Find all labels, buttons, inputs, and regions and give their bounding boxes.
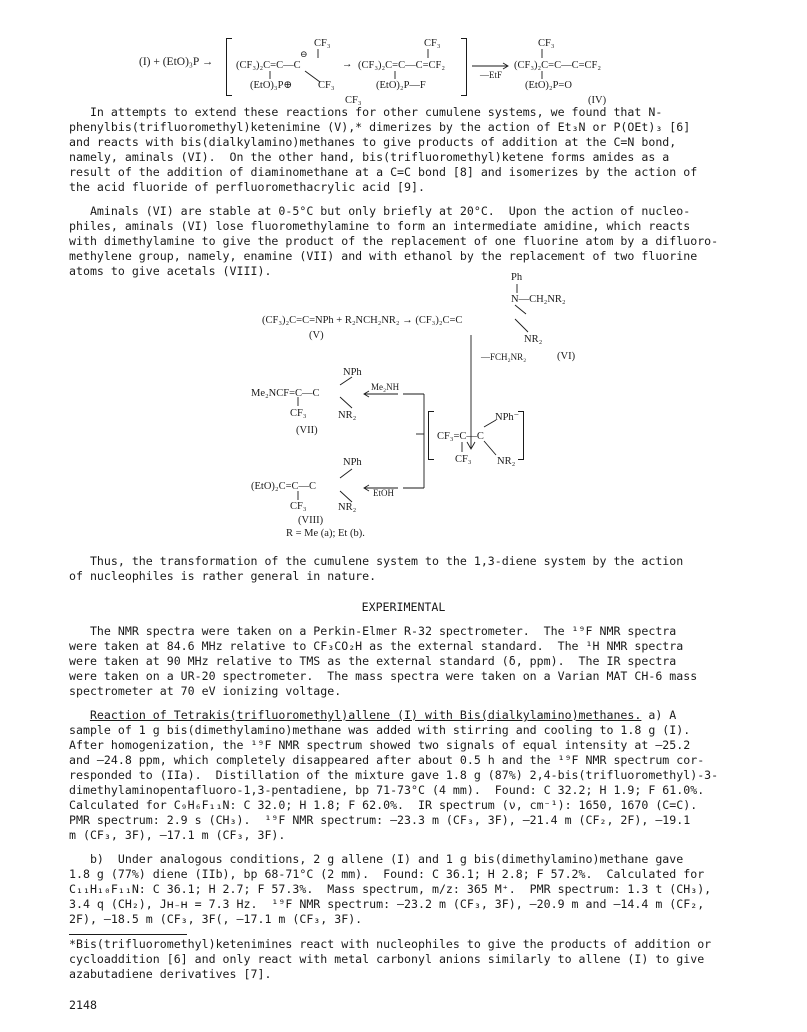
scheme2-vii-nr2: NR₂ [338,410,357,421]
text-line: were taken at 84.6 MHz relative to CF₃CO₂H as the external standard. The ¹H NMR spectra [69,639,684,653]
text-line: namely, aminals (VI). On the other hand, bis(trifluoromethyl)ketene forms amides as a [69,150,670,164]
text-line: result of the addition of diaminomethane at a C=C bond [8] and isomerizes by the action of [69,165,698,179]
text-line: 1.8 g (77%) diene (IIb), bp 68-71°C (2 mm). Found: C 36.1; H 2.8; F 57.2%. Calculated for [69,867,705,881]
reaction-title: Reaction of Tetrakis(trifluoromethyl)allene (I) with Bis(dialkylamino)methanes. [89,708,642,722]
footnote-rule [69,934,187,935]
scheme1-arrow-2-label: —EtF [480,70,503,80]
scheme2-vii-label: (VII) [296,425,318,436]
scheme2-amidine-left-bracket [428,411,434,460]
scheme2-minus-fch2nr2: —FCH₂NR₂ [481,352,527,362]
scheme2-vii-nph: NPh [343,367,362,378]
scheme1-int1-main: (CF₃)₂C=C—C [236,60,301,71]
text-line: and –24.8 ppm, which completely disappeared after about 0.5 h and the ¹⁹F NMR spectrum cor- [69,753,705,767]
text-line: In attempts to extend these reactions for other cumulene systems, we found that N- [69,105,663,119]
scheme1-product-bottom: (EtO)₂P=O [525,80,572,91]
scheme2-v-label: (V) [309,330,324,341]
scheme2-amidine-right-bracket [518,411,524,460]
text-line: were taken at 90 MHz relative to TMS as the external standard (δ, ppm). The IR spectra [69,654,677,668]
text-line: Aminals (VI) are stable at 0-5°C but only briefly at 20°C. Upon the action of nucleo- [69,204,691,218]
text-line: philes, aminals (VI) lose fluoromethylamine to form an intermediate amidine, which reacts [69,219,691,233]
scheme2-viii-nph: NPh [343,457,362,468]
scheme2-viii-main: (EtO)₂C=C—C [251,481,316,492]
scheme2-viii-label: (VIII) [298,515,324,526]
text-line: the acid fluoride of perfluoromethacrylic acid [9]. [69,180,425,194]
text-line: 2F), –18.5 m (CF₃, 3F(, –17.1 m (CF₃, 3F). [69,912,363,926]
scheme2-vi-label: (VI) [557,351,576,362]
scheme2-vii-main: Me₂NCF=C—C [251,388,320,399]
scheme2-amidine-main: CF₃=C—C [437,431,484,442]
text-line: After homogenization, the ¹⁹F NMR spectrum showed two signals of equal intensity at –25.2 [69,738,691,752]
scheme1-int1-bottom-right: CF₃ [318,80,335,91]
text-line: sample of 1 g bis(dimethylamino)methane was added with stirring and cooling to 1.8 g (I). [69,723,691,737]
footnote-line: cycloaddition [6] and only react with metal carbonyl anions similarly to allene (I) to give [69,952,705,966]
scheme1-product-top: CF₃ [538,38,555,49]
text-line: with dimethylamine to give the product of the replacement of one fluorine atom by a difluoro- [69,234,719,248]
text-line: responded to (IIa). Distillation of the mixture gave 1.8 g (87%) 2,4-bis(trifluoromethyl)-3- [69,768,719,782]
text-line: and reacts with bis(dialkylamino)methanes to give products of addition at the C=N bond, [69,135,677,149]
text-line: The NMR spectra were taken on a Perkin-Elmer R-32 spectrometer. The ¹⁹F NMR spectra [69,624,677,638]
scheme2-amidine-nph: NPh⁻ [495,412,520,423]
text-line: m (CF₃, 3F), –17.1 m (CF₃, 3F). [69,828,286,842]
text-line: of nucleophiles is rather general in nature. [69,569,377,583]
scheme2-amidine-cf3: CF₃ [455,454,472,465]
scheme1-int2-below: CF₃ [345,95,362,106]
scheme2-vii-cf3: CF₃ [290,408,307,419]
text-line: Calculated for C₉H₆F₁₁N: C 32.0; H 1.8; F 62.0%. IR spectrum (ν, cm⁻¹): 1650, 1670 (C=C). [69,798,698,812]
scheme2-vi-nr2: NR₂ [524,334,543,345]
text-line: atoms to give acetals (VIII). [69,264,272,278]
scheme2-viii-nr2: NR₂ [338,502,357,513]
text-line: C₁₁H₁₀F₁₁N: C 36.1; H 2.7; F 57.3%. Mass spectrum, m/z: 365 M⁺. PMR spectrum: 1.3 t (CH₃), [69,882,712,896]
scheme1-reactant: (I) + (EtO)₃P → [139,56,214,68]
footnote-line: azabutadiene derivatives [7]. [69,967,272,981]
footnote-line: *Bis(trifluoromethyl)ketenimines react with nucleophiles to give the products of addition or [69,937,712,951]
scheme2-me2nh: Me₂NH [371,382,400,392]
text-line: were taken on a UR-20 spectrometer. The mass spectra were taken on a Varian MAT CH-6 mass [69,669,698,683]
text-line: methylene group, namely, enamine (VII) and with ethanol by the replacement of two fluorine [69,249,698,263]
scheme2-viii-cf3: CF₃ [290,501,307,512]
section-heading: EXPERIMENTAL [361,600,446,614]
scheme2-amidine-nr2: NR₂ [497,456,516,467]
text-line: b) Under analogous conditions, 2 g allene (I) and 1 g bis(dimethylamino)methane gave [69,852,684,866]
scheme1-product-main: (CF₃)₂C=C—C=CF₂ [514,60,602,71]
text-line: Thus, the transformation of the cumulene system to the 1,3-diene system by the action [69,554,684,568]
text-line: dimethylaminopentafluoro-1,3-pentadiene, bp 71-73°C (4 mm). Found: C 32.2; H 1.9; F 61.0%. [69,783,705,797]
scheme2-etoh: EtOH [373,488,394,498]
reaction-a-marker: a) A [641,708,677,722]
text-line: phenylbis(trifluoromethyl)ketenimine (V),* dimerizes by the action of Et₃N or P(OEt)₃ [6] [69,120,691,134]
scheme1-int1-bottom-left: (EtO)₃P⊕ [250,80,293,91]
reaction-title-line [69,709,676,722]
scheme1-arrow-1: → [342,59,353,70]
scheme1-int2-main: (CF₃)₂C=C—C=CF₂ [358,60,446,71]
scheme1-int2-top: CF₃ [424,38,441,49]
scheme2-ph: Ph [511,272,523,283]
scheme2-main-equation: (CF₃)₂C=C=NPh + R₂NCH₂NR₂ → (CF₃)₂C=C [262,315,463,326]
scheme2-r-definition: R = Me (a); Et (b). [286,528,365,539]
page-number: 2148 [69,998,97,1012]
text-line: 3.4 q (CH₂), Jʜ₋ʜ = 7.3 Hz. ¹⁹F NMR spectrum: –23.2 m (CF₃, 3F), –20.9 m and –14.4 m (CF₂, [69,897,705,911]
scheme2-n-ch2: N—CH₂NR₂ [511,294,566,305]
scheme1-int1-top: CF₃ [314,38,331,49]
scheme1-product-label: (IV) [588,95,607,106]
scheme1-int2-bottom: (EtO)₂P—F [376,80,426,91]
text-line: spectrometer at 70 eV ionizing voltage. [69,684,342,698]
text-line: PMR spectrum: 2.9 s (CH₃). ¹⁹F NMR spectrum: –23.3 m (CF₃, 3F), –21.4 m (CF₂, 2F), –19.1 [69,813,691,827]
scheme1-int1-charge: ⊖ [300,49,308,59]
